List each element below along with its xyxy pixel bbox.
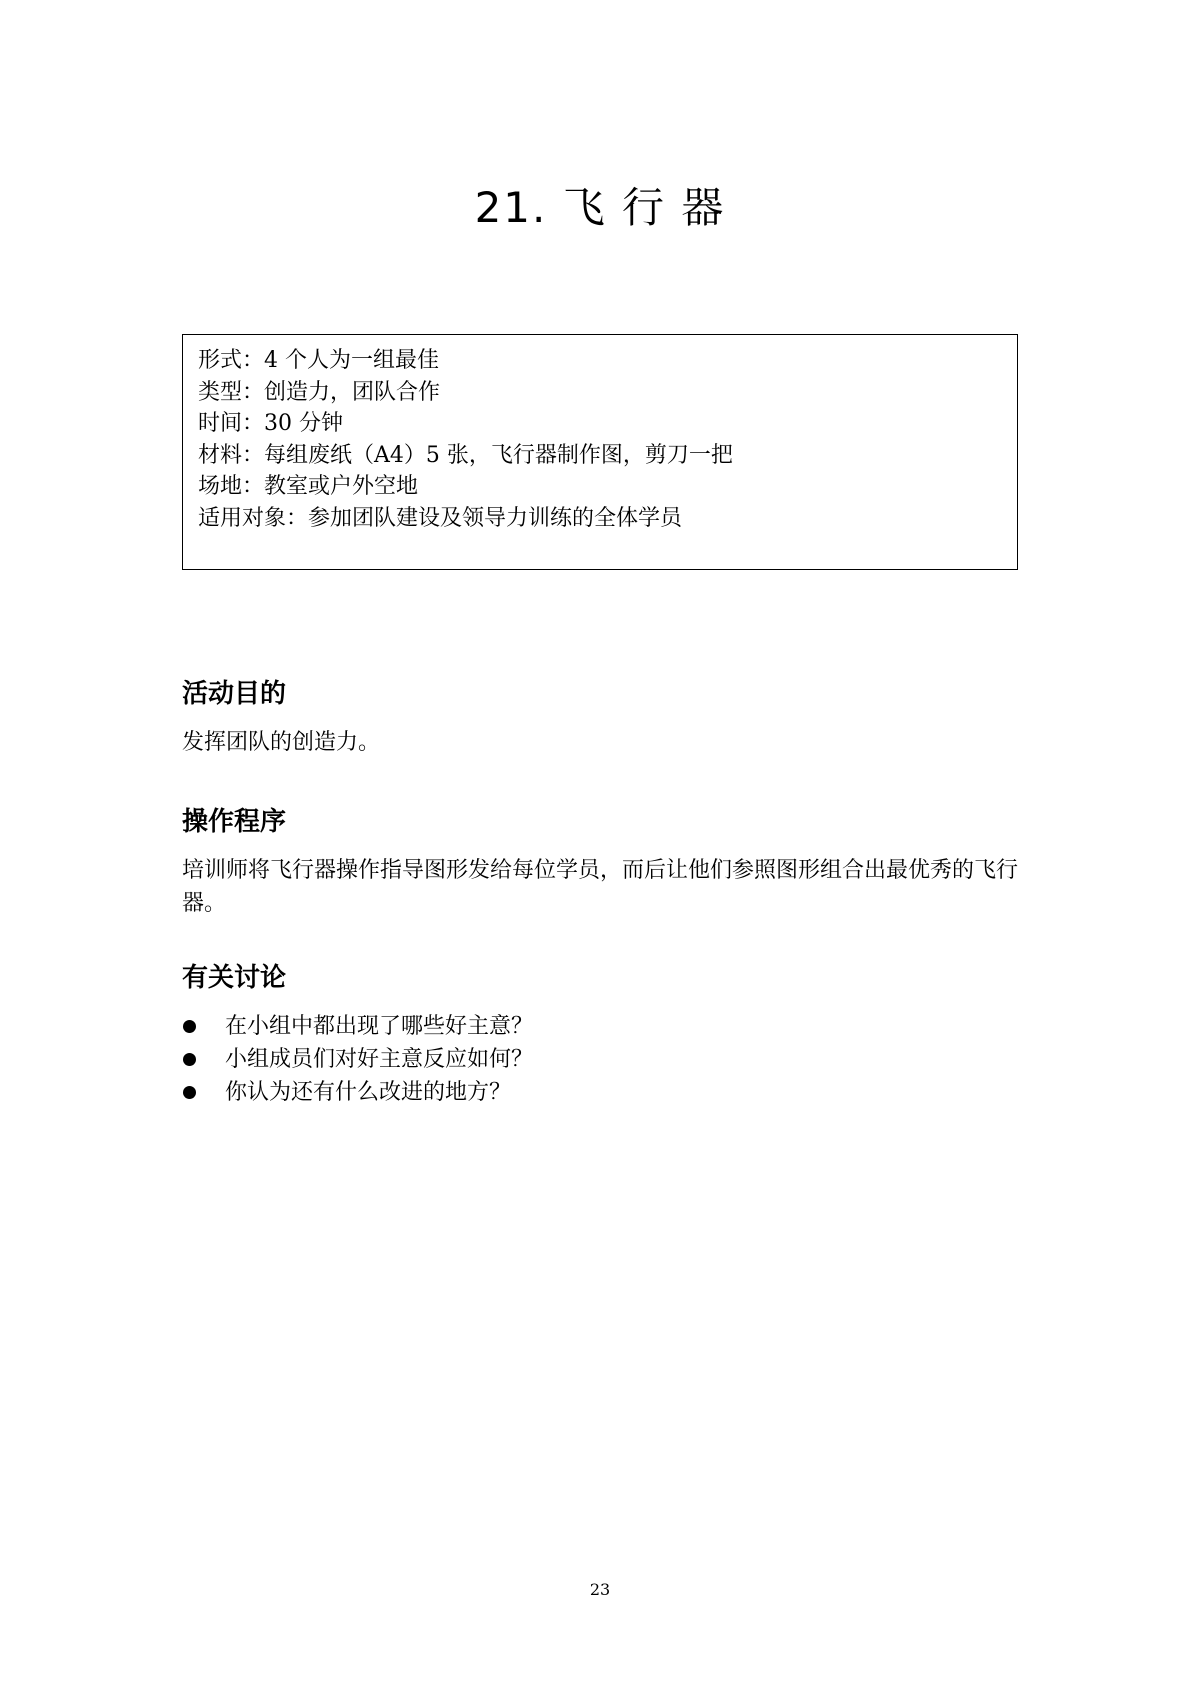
purpose-text: 发挥团队的创造力。: [182, 730, 381, 755]
info-time: 时间：30 分钟: [198, 411, 343, 436]
info-format: 形式：4 个人为一组最佳: [198, 348, 439, 373]
procedure-text: 培训师将飞行器操作指导图形发给每位学员，而后让他们参照图形组合出最优秀的飞行器。: [182, 858, 1019, 916]
info-venue: 场地：教室或户外空地: [198, 474, 419, 499]
bullet-icon: [183, 1086, 196, 1099]
info-materials: 材料：每组废纸（A4）5 张，飞行器制作图，剪刀一把: [198, 442, 733, 468]
purpose-heading: 活动目的: [182, 679, 287, 709]
page-title: 21. 飞 行 器: [474, 183, 726, 232]
bullet-icon: [183, 1053, 196, 1066]
procedure-heading: 操作程序: [182, 807, 287, 837]
bullet-icon: [183, 1020, 196, 1033]
discussion-item-text: 小组成员们对好主意反应如何？: [225, 1047, 534, 1072]
discussion-item: [182, 1043, 533, 1076]
info-audience: 适用对象：参加团队建设及领导力训练的全体学员: [198, 505, 683, 531]
discussion-item-text: 在小组中都出现了哪些好主意？: [225, 1014, 534, 1039]
discussion-list: [182, 1010, 533, 1109]
discussion-item-text: 你认为还有什么改进的地方？: [225, 1080, 512, 1105]
discussion-heading: 有关讨论: [182, 963, 287, 993]
activity-info-box: [182, 334, 1018, 570]
info-type: 类型：创造力，团队合作: [198, 379, 441, 405]
page-number: 23: [589, 1580, 611, 1599]
discussion-item: [182, 1010, 533, 1043]
discussion-item: [182, 1076, 533, 1109]
